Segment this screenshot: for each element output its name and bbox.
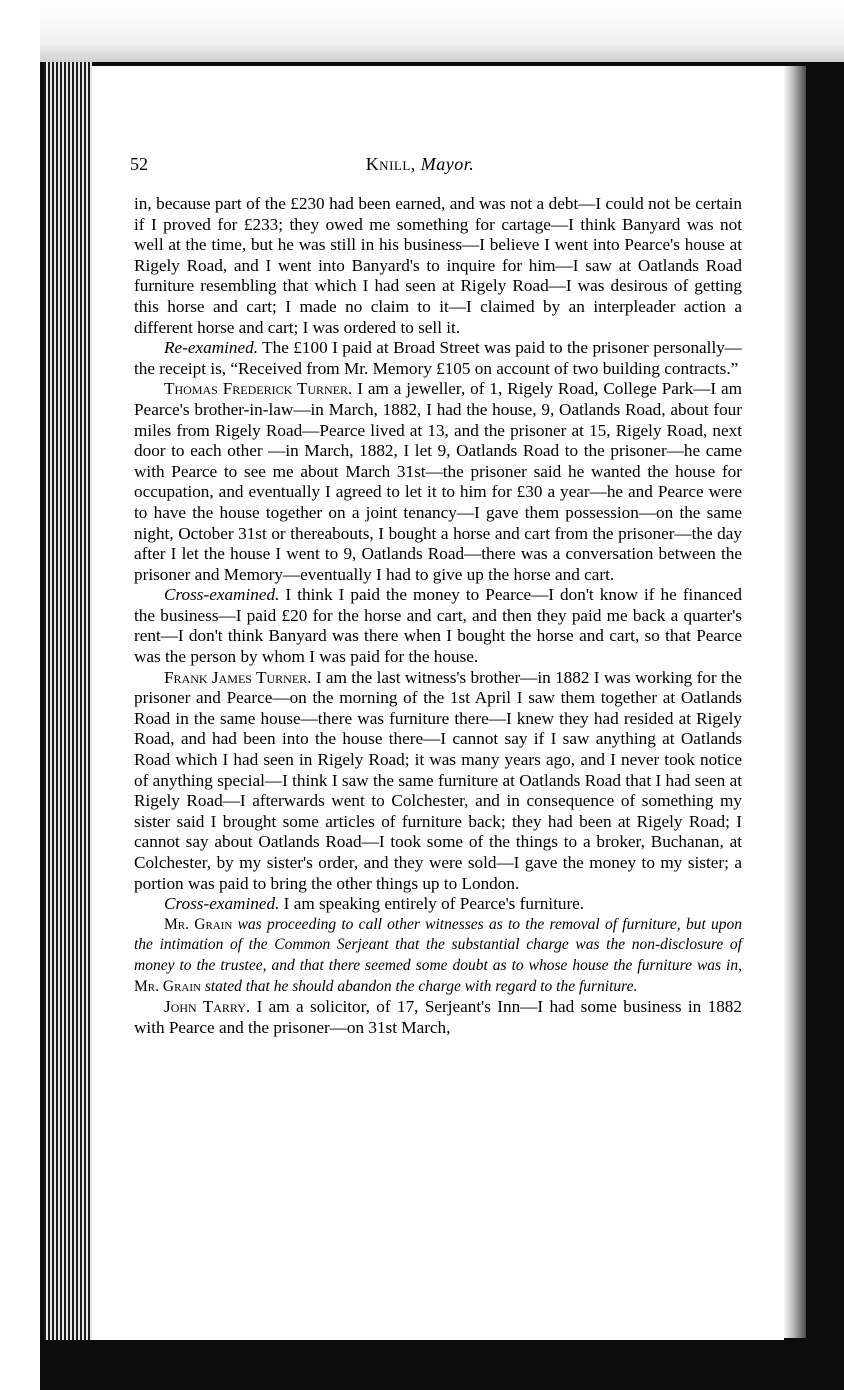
- paragraph-2-text: The £100 I paid at Broad Street was paid to the prisoner personally—the receipt is, “Received from Mr. Memory £105 on account of two building contracts.”: [134, 338, 742, 378]
- paragraph-5-text: I am the last witness's brother—in 1882 I was working for the prisoner and Pearce—on the morning of the 1st April I saw them together at Oatlands Road in the same house—there was furniture there—I knew they had resided at Rigely Road, and had been into the house there—I cannot say if I saw anything at Oatlands Road which I had seen in Rigely Road; it was many years ago, and I never took notice of anything special—I think I saw the same furniture at Oatlands Road that I had seen at Rigely Road—I afterwards went to Colchester, and in consequence of something my sister said I brought some articles of furniture back; they had been at Rigely Road; I cannot say about Oatlands Road—I took some of the things to a broker, Buchanan, at Colchester, by my sister's order, and they were sold—I gave the money to my sister; a portion was paid to bring the other things up to London.: [134, 667, 743, 893]
- paragraph-2: [134, 338, 742, 379]
- body-text: [134, 194, 742, 1038]
- paragraph-final-text: I am a solicitor, of 17, Serjeant's Inn—I had some business in 1882 with Pearce and the prisoner—on 31st March,: [134, 997, 742, 1037]
- page-header: [130, 154, 710, 180]
- book-right-edge: [784, 66, 806, 1338]
- paragraph-4-text: I think I paid the money to Pearce—I don't know if he financed the business—I paid £20 for the horse and cart, and then they paid me back a quarter's rent—I don't think Banyard was there when I bought the horse and cart, so that Pearce was the person by whom I was paid for the house.: [134, 585, 742, 667]
- paragraph-1: [134, 194, 742, 338]
- paragraph-1-text: in, because part of the £230 had been earned, and was not a debt—I could not be certain if I proved for £233; they owed me something for cartage—I think Banyard was not well at the time, but he was still in his business—I believe I went into Pearce's house at Rigely Road, and I went into Banyard's to inquire for him—I saw at Oatlands Road furniture resembling that which I had seen at Rigely Road—I was desirous of getting this horse and cart; I made no claim to it—I claimed by an interpleader action a different horse and cart; I was ordered to sell it.: [134, 194, 742, 337]
- note-text-2: stated that he should abandon the charge with regard to the furniture.: [200, 977, 638, 995]
- note-text-1: was proceeding to call other witnesses as to the removal of furniture, but upon the intimation of the Common Serjeant that the substantial charge was the non-disclosure of money to the trustee, and that there seemed some doubt as to whose house the furniture was in,: [134, 915, 742, 974]
- paragraph-final-speaker: John Tarry.: [164, 997, 251, 1017]
- running-title: [130, 154, 710, 175]
- paragraph-6: [134, 894, 742, 915]
- note-speaker-1: Mr. Grain: [164, 915, 233, 933]
- paragraph-2-lead: Re-examined.: [164, 338, 259, 358]
- book-page-edges: [44, 62, 92, 1340]
- page-number: 52: [130, 154, 148, 174]
- paragraph-3-speaker: Thomas Frederick Turner.: [164, 379, 353, 399]
- paragraph-3: [134, 379, 742, 585]
- scan-top-margin: [0, 0, 844, 62]
- paragraph-5-speaker: Frank James Turner.: [164, 667, 312, 687]
- paragraph-6-text: I am speaking entirely of Pearce's furniture.: [279, 894, 585, 914]
- paragraph-3-text: I am a jeweller, of 1, Rigely Road, College Park—I am Pearce's brother-in-law—in March, 1882, I had the house, 9, Oatlands Road, about four miles from Rigely Road—Pearce lived at 13, and the prisoner at 15, Rigely Road, next door to each other —in March, 1882, I let 9, Oatlands Road to the prisoner—he came with Pearce to see me about March 31st—the prisoner said he wanted the house for occupation, and eventually I agreed to let it to him for £30 a year—he and Pearce were to have the house together on a joint tenancy—I gave them possession—on the same night, October 31st or thereabouts, I bought a horse and cart from the prisoner—the day after I let the house I went to 9, Oatlands Road—there was a conversation between the prisoner and Memory—eventually I had to give up the horse and cart.: [134, 379, 743, 584]
- paragraph-final: [134, 997, 742, 1038]
- paragraph-4: [134, 585, 742, 667]
- paragraph-5: [134, 668, 742, 895]
- running-title-role: Mayor.: [420, 154, 475, 174]
- paragraph-6-lead: Cross-examined.: [164, 894, 280, 914]
- scan-bottom-shadow: [44, 1340, 804, 1390]
- paragraph-4-lead: Cross-examined.: [164, 585, 280, 605]
- editorial-note: [134, 915, 742, 997]
- note-speaker-2: Mr. Grain: [134, 977, 201, 995]
- scan-left-margin: [0, 0, 40, 1390]
- running-title-name: Knill,: [365, 154, 416, 174]
